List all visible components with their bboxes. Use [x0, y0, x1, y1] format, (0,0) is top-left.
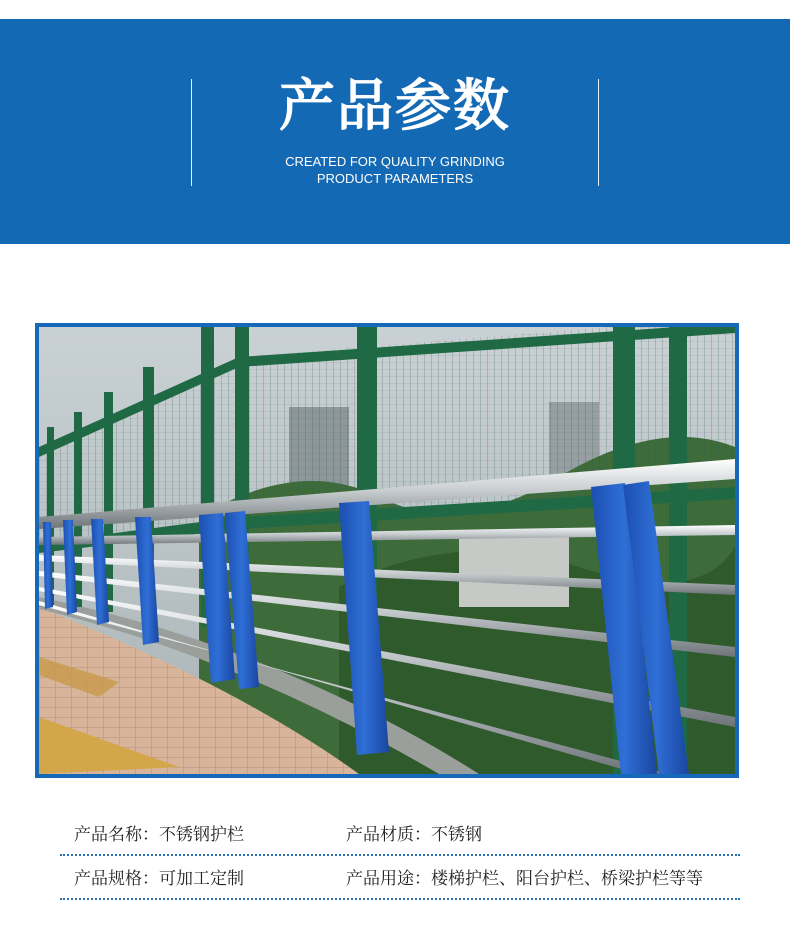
spec-product-size: 产品规格：可加工定制 — [74, 869, 244, 889]
spec-product-name: 产品名称：不锈钢护栏 — [74, 825, 244, 845]
spec-product-usage: 产品用途：楼梯护栏、阳台护栏、桥梁护栏等等 — [346, 869, 703, 889]
spec-table — [60, 812, 740, 900]
product-photo — [35, 323, 739, 778]
spec-row — [60, 812, 740, 856]
spec-row — [60, 856, 740, 900]
section-subtitle-line2: PRODUCT PARAMETERS — [316, 171, 474, 186]
section-subtitle-line1: CREATED FOR QUALITY GRINDING — [285, 154, 505, 169]
section-title: 产品参数 — [279, 73, 511, 139]
spec-product-material: 产品材质：不锈钢 — [346, 825, 482, 845]
header-banner — [0, 19, 790, 244]
